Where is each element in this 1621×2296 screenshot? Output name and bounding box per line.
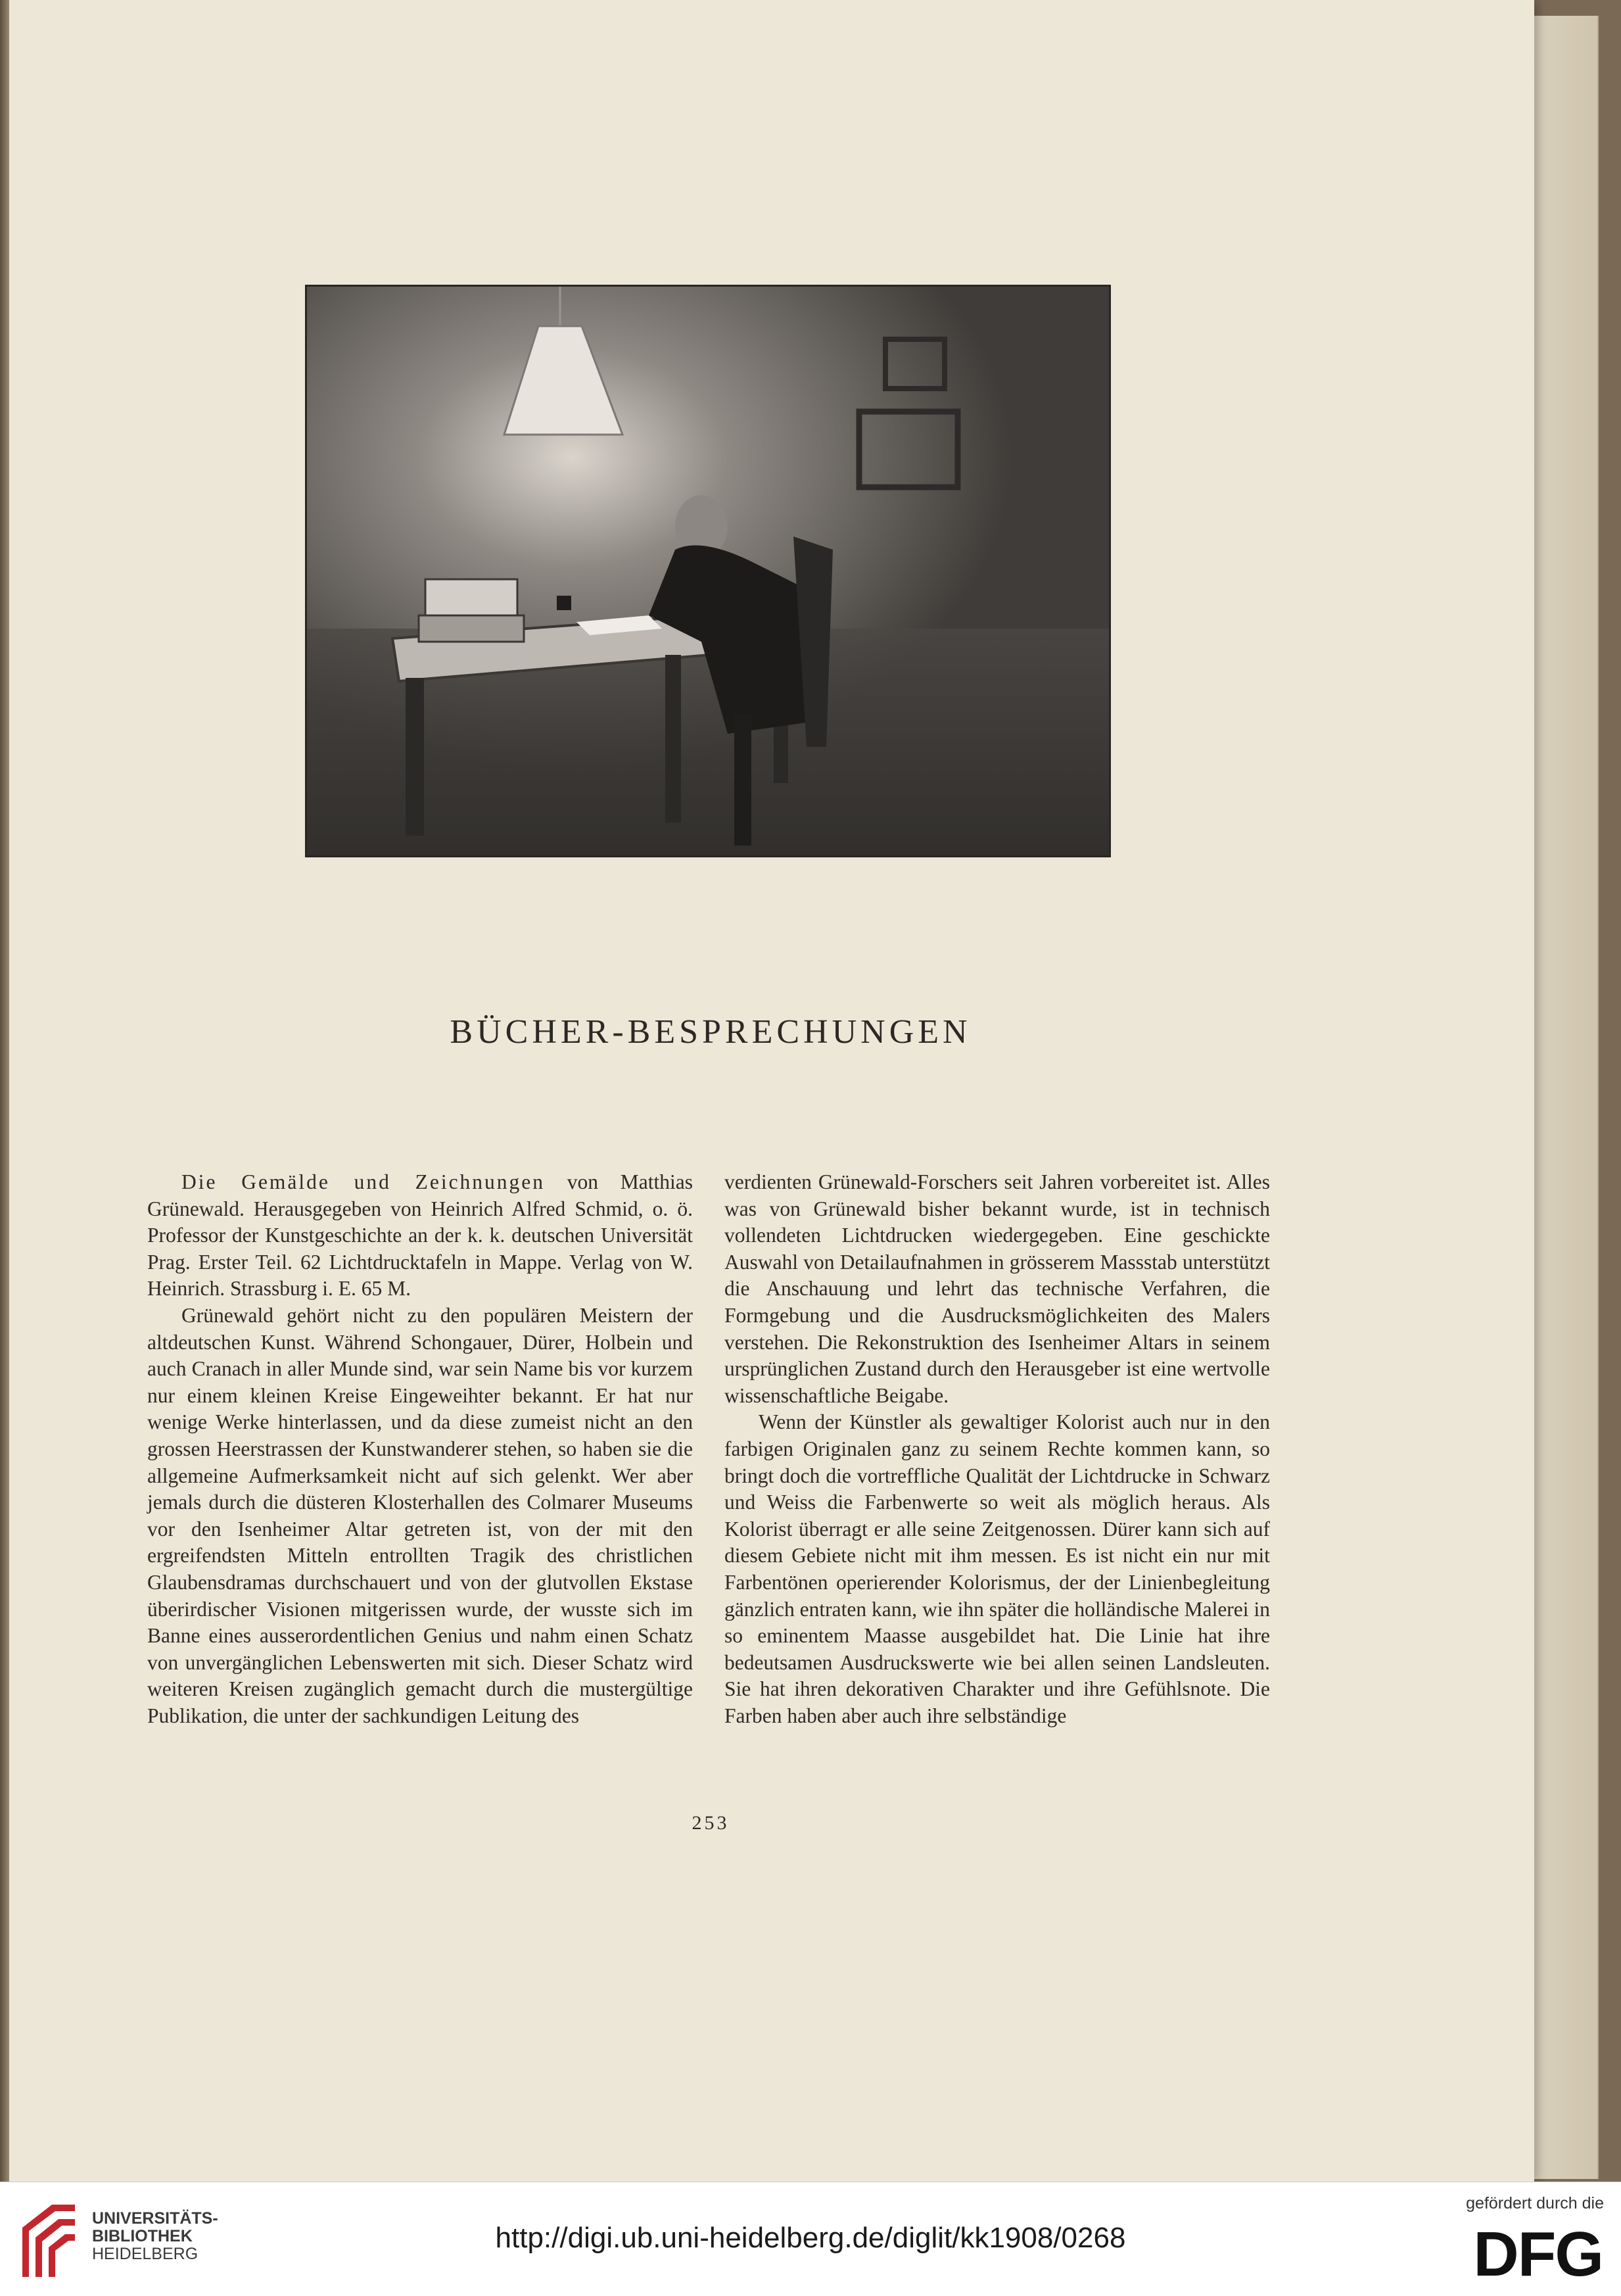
text-column-right — [724, 1169, 1270, 1729]
dfg-logo: DFG — [1473, 2219, 1603, 2289]
paragraph: Wenn der Künstler als gewaltiger Kolorist auch nur in den farbigen Originalen ganz zu seinem Rechte kommen kann, so bringt doch die vortreffliche Qualität der Lichtdrucke in Schwarz und Weiss die Farbenwerte so weit als möglich heraus. Als Kolorist überragt er alle seine Zeitgenossen. Dürer kann sich auf diesem Gebiete nicht mit ihm messen. Es ist nicht ein nur mit Farbentönen operierender Kolorismus, der der Linienbegleitung gänzlich entraten kann, wie ihn später die holländische Malerei in so eminentem Maasse ausgebildet hat. Die Linie hat ihre bedeutsamen Ausdruckswerte wie bei allen seinen Landsleuten. Sie hat ihren dekorativen Charakter und ihre Gefühlsnote. Die Farben haben aber auch ihre selbständige — [724, 1410, 1270, 1727]
review-citation — [147, 1169, 693, 1303]
footer-bar — [0, 2182, 1621, 2296]
funding-caption: gefördert durch die — [1466, 2194, 1604, 2212]
section-heading: BÜCHER-BESPRECHUNGEN — [450, 1013, 972, 1051]
page-number: 253 — [692, 1812, 730, 1834]
paragraph: verdienten Grünewald-Forschers seit Jahren vorbereitet ist. Alles was von Grünewald bisher bekannt wurde, ist in technisch vollendeten Lichtdrucken wiedergegeben. Eine geschickte Auswahl von Detailaufnahmen in grösserem Massstab unterstützt die Anschauung und lehrt das technische Verfahren, die Formgebung und die Ausdrucksmöglichkeiten des Malers verstehen. Die Rekonstruktion des Isenheimer Altars in seinem ursprünglichen Zustand durch den Herausgeber ist eine wertvolle wissenschaftliche Beigabe. — [724, 1170, 1270, 1407]
library-name-line: HEIDELBERG — [92, 2245, 199, 2263]
text-column-left — [147, 1169, 693, 1729]
library-name-line: BIBLIOTHEK — [92, 2227, 193, 2245]
illustration-drawing — [307, 287, 1109, 855]
illustration — [305, 285, 1111, 857]
review-citation-details: von Matthias Grünewald. Herausgegeben von Heinrich Alfred Schmid, o. ö. Professor der Kunstgeschichte an der k. k. deutschen Universität Prag. Erster Teil. 62 Lichtdrucktafeln in Mappe. Verlag von W. Heinrich. Strassburg i. E. 65 M. — [147, 1170, 693, 1301]
review-title: Die Gemälde und Zeichnungen — [181, 1170, 546, 1193]
permalink-url[interactable]: http://digi.ub.uni-heidelberg.de/diglit/kk1908/0268 — [495, 2222, 1126, 2254]
page-gutter-shadow — [0, 0, 9, 2182]
paragraph: Grünewald gehört nicht zu den populären Meistern der altdeutschen Kunst. Während Schongauer, Dürer, Holbein und auch Cranach in aller Munde sind, war sein Name bis vor kurzem nur einem kleinen Kreise Eingeweihter bekannt. Er hat nur wenige Werke hinterlassen, und da diese zumeist nicht an den grossen Heerstrassen der Kunstwanderer stehen, so haben sie die allgemeine Aufmerksamkeit nicht auf sich gelenkt. Wer aber jemals durch die düsteren Klosterhallen des Colmarer Museums vor den Isenheimer Altar getreten ist, von der mit den ergreifendsten Mitteln entrollten Tragik des christlichen Glaubensdramas durchschauert und von der glutvollen Ekstase überirdischer Visionen mitgerissen wurde, der wusste sich im Banne eines ausserordentlichen Genius und nahm einen Schatz von unvergänglichen Lebenswerten mit sich. Dieser Schatz wird weiteren Kreisen zugänglich gemacht durch die mustergültige Publikation, die unter der sachkundigen Leitung des — [147, 1303, 693, 1727]
scanned-page — [9, 0, 1534, 2182]
library-name-line: UNIVERSITÄTS- — [92, 2209, 218, 2228]
